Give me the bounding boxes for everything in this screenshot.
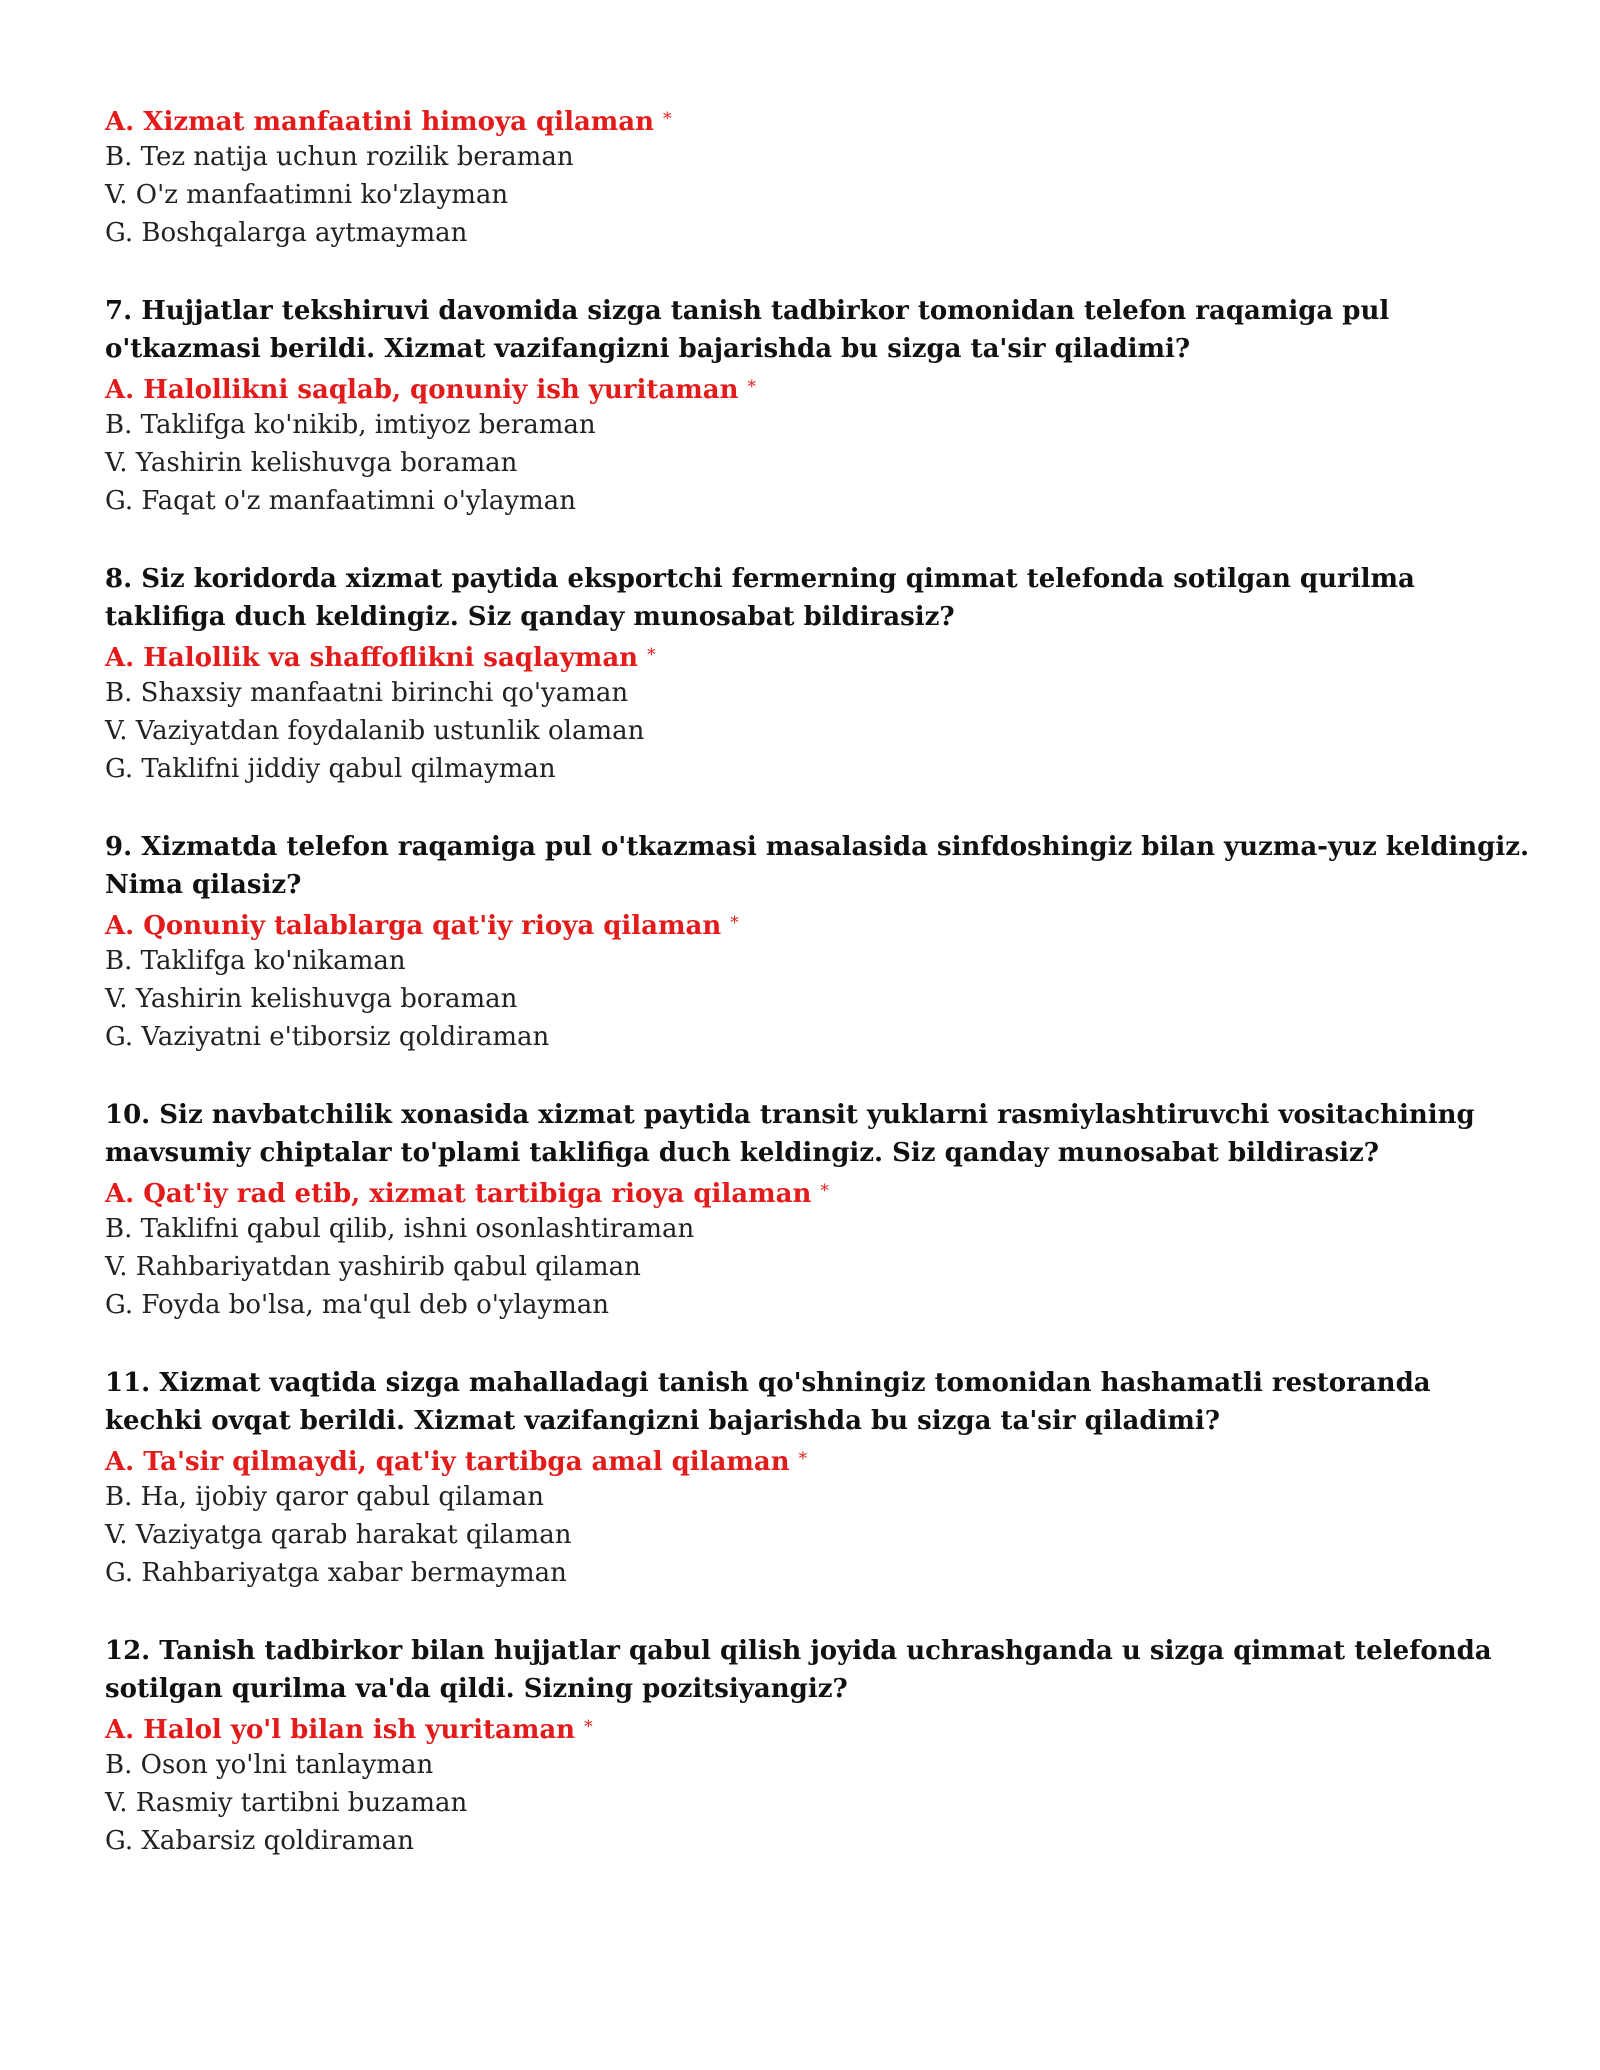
answer-option: V. Rahbariyatdan yashirib qabul qilaman — [105, 1252, 641, 1282]
question-block-12 — [105, 1632, 1535, 1860]
answer-option: V. Yashirin kelishuvga boraman — [105, 448, 518, 478]
question-block-10 — [105, 1096, 1535, 1324]
answer-option: B. Taklifga ko'nikib, imtiyoz beraman — [105, 410, 596, 440]
correct-answer: A. Ta'sir qilmaydi, qat'iy tartibga amal qilaman * — [105, 1447, 808, 1477]
answer-option: B. Taklifni qabul qilib, ishni osonlashtiraman — [105, 1214, 695, 1244]
correct-marker: * — [747, 377, 756, 397]
correct-answer: A. Halollik va shaffoflikni saqlayman * — [105, 643, 656, 673]
answer-option: V. O'z manfaatimni ko'zlayman — [105, 180, 509, 210]
answer-option: G. Rahbariyatga xabar bermayman — [105, 1558, 567, 1588]
document-page — [105, 100, 1535, 1860]
correct-answer: A. Halollikni saqlab, qonuniy ish yuritaman * — [105, 375, 756, 405]
correct-answer: A. Halol yo'l bilan ish yuritaman * — [105, 1715, 593, 1745]
question-text: 11. Xizmat vaqtida sizga mahalladagi tanish qo'shningiz tomonidan hashamatli restoranda kechki ovqat berildi. Xizmat vazifangizni bajarishda bu sizga ta'sir qiladimi? — [105, 1368, 1431, 1436]
question-block-9 — [105, 828, 1535, 1056]
answer-option: G. Taklifni jiddiy qabul qilmayman — [105, 754, 556, 784]
correct-marker: * — [663, 109, 672, 129]
question-block-8 — [105, 560, 1535, 788]
answer-option: B. Taklifga ko'nikaman — [105, 946, 406, 976]
answer-block-continued — [105, 100, 1535, 252]
answer-option: G. Boshqalarga aytmayman — [105, 218, 468, 248]
correct-answer: A. Qonuniy talablarga qat'iy rioya qilaman * — [105, 911, 739, 941]
answer-option: V. Vaziyatdan foydalanib ustunlik olaman — [105, 716, 645, 746]
question-text: 9. Xizmatda telefon raqamiga pul o'tkazmasi masalasida sinfdoshingiz bilan yuzma-yuz keldingiz. Nima qilasiz? — [105, 832, 1530, 900]
answer-option: V. Yashirin kelishuvga boraman — [105, 984, 518, 1014]
correct-marker: * — [647, 645, 656, 665]
question-text: 8. Siz koridorda xizmat paytida eksportchi fermerning qimmat telefonda sotilgan qurilma taklifiga duch keldingiz. Siz qanday munosabat bildirasiz? — [105, 564, 1415, 632]
correct-marker: * — [798, 1449, 808, 1469]
answer-option: G. Foyda bo'lsa, ma'qul deb o'ylayman — [105, 1290, 609, 1320]
answer-option: B. Ha, ijobiy qaror qabul qilaman — [105, 1482, 544, 1512]
answer-option: V. Vaziyatga qarab harakat qilaman — [105, 1520, 572, 1550]
answer-option: G. Faqat o'z manfaatimni o'ylayman — [105, 486, 576, 516]
correct-answer: A. Xizmat manfaatini himoya qilaman * — [105, 107, 672, 137]
correct-answer: A. Qat'iy rad etib, xizmat tartibiga rioya qilaman * — [105, 1179, 829, 1209]
correct-marker: * — [730, 913, 739, 933]
answer-option: G. Xabarsiz qoldiraman — [105, 1826, 414, 1856]
answer-option: B. Oson yo'lni tanlayman — [105, 1750, 434, 1780]
question-text: 10. Siz navbatchilik xonasida xizmat paytida transit yuklarni rasmiylashtiruvchi vositachining mavsumiy chiptalar to'plami taklifiga duch keldingiz. Siz qanday munosabat bildirasiz? — [105, 1100, 1475, 1168]
answer-option: B. Tez natija uchun rozilik beraman — [105, 142, 574, 172]
answer-option: G. Vaziyatni e'tiborsiz qoldiraman — [105, 1022, 550, 1052]
question-block-11 — [105, 1364, 1535, 1592]
question-block-7 — [105, 292, 1535, 520]
question-text: 7. Hujjatlar tekshiruvi davomida sizga tanish tadbirkor tomonidan telefon raqamiga pul o'tkazmasi berildi. Xizmat vazifangizni bajarishda bu sizga ta'sir qiladimi? — [105, 296, 1390, 364]
correct-marker: * — [820, 1181, 829, 1201]
question-text: 12. Tanish tadbirkor bilan hujjatlar qabul qilish joyida uchrashganda u sizga qimmat telefonda sotilgan qurilma va'da qildi. Sizning pozitsiyangiz? — [105, 1636, 1492, 1704]
correct-marker: * — [584, 1717, 593, 1737]
answer-option: B. Shaxsiy manfaatni birinchi qo'yaman — [105, 678, 629, 708]
answer-option: V. Rasmiy tartibni buzaman — [105, 1788, 468, 1818]
